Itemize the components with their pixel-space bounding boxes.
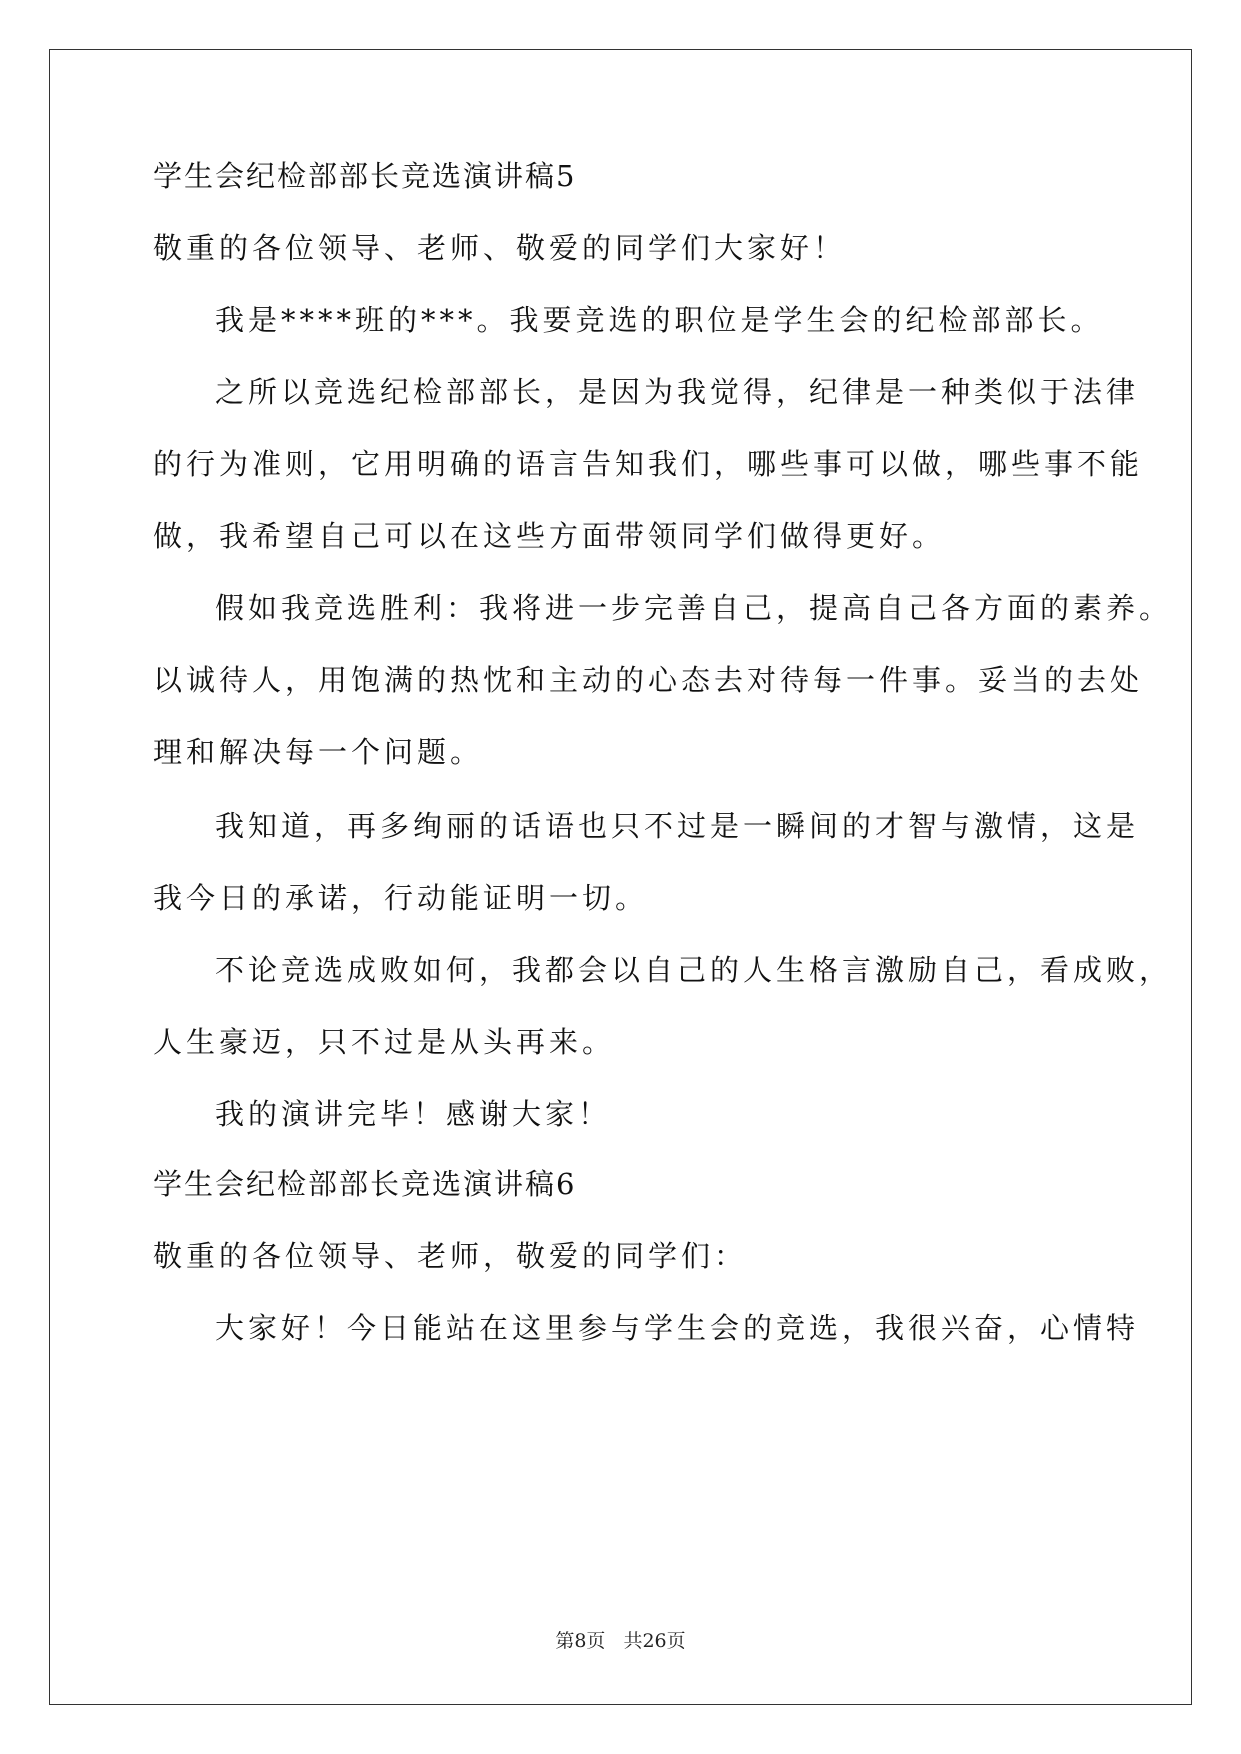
page-footer bbox=[0, 1626, 1241, 1653]
salutation-6: 敬重的各位领导、老师，敬爱的同学们： bbox=[153, 1239, 748, 1273]
paragraph-line: 不论竞选成败如何，我都会以自己的人生格言激励自己，看成败， bbox=[215, 953, 1173, 987]
paragraph-line: 之所以竞选纪检部部长，是因为我觉得，纪律是一种类似于法律 bbox=[215, 375, 1140, 409]
paragraph-line: 的行为准则，它用明确的语言告知我们，哪些事可以做，哪些事不能 bbox=[153, 447, 1144, 481]
page-number: 第8页 bbox=[555, 1630, 606, 1652]
paragraph-line: 以诚待人，用饱满的热忱和主动的心态去对待每一件事。妥当的去处 bbox=[153, 663, 1144, 697]
paragraph-line: 理和解决每一个问题。 bbox=[153, 735, 484, 769]
section-title-6: 学生会纪检部部长竞选演讲稿6 bbox=[153, 1167, 577, 1201]
page-border bbox=[49, 49, 1192, 1705]
paragraph-line: 假如我竞选胜利：我将进一步完善自己，提高自己各方面的素养。 bbox=[215, 591, 1173, 625]
paragraph-line: 我今日的承诺，行动能证明一切。 bbox=[153, 881, 649, 915]
paragraph-line: 人生豪迈，只不过是从头再来。 bbox=[153, 1025, 616, 1059]
salutation-5: 敬重的各位领导、老师、敬爱的同学们大家好！ bbox=[153, 231, 847, 265]
page-total: 共26页 bbox=[623, 1630, 686, 1652]
paragraph-line: 做，我希望自己可以在这些方面带领同学们做得更好。 bbox=[153, 519, 946, 553]
paragraph-line: 我知道，再多绚丽的话语也只不过是一瞬间的才智与激情，这是 bbox=[215, 809, 1140, 843]
section-title-5: 学生会纪检部部长竞选演讲稿5 bbox=[153, 159, 577, 193]
closing-line: 我的演讲完毕！感谢大家！ bbox=[215, 1097, 612, 1131]
paragraph-line: 我是****班的***。我要竞选的职位是学生会的纪检部部长。 bbox=[215, 303, 1104, 337]
paragraph-line: 大家好！今日能站在这里参与学生会的竞选，我很兴奋，心情特 bbox=[215, 1311, 1140, 1345]
